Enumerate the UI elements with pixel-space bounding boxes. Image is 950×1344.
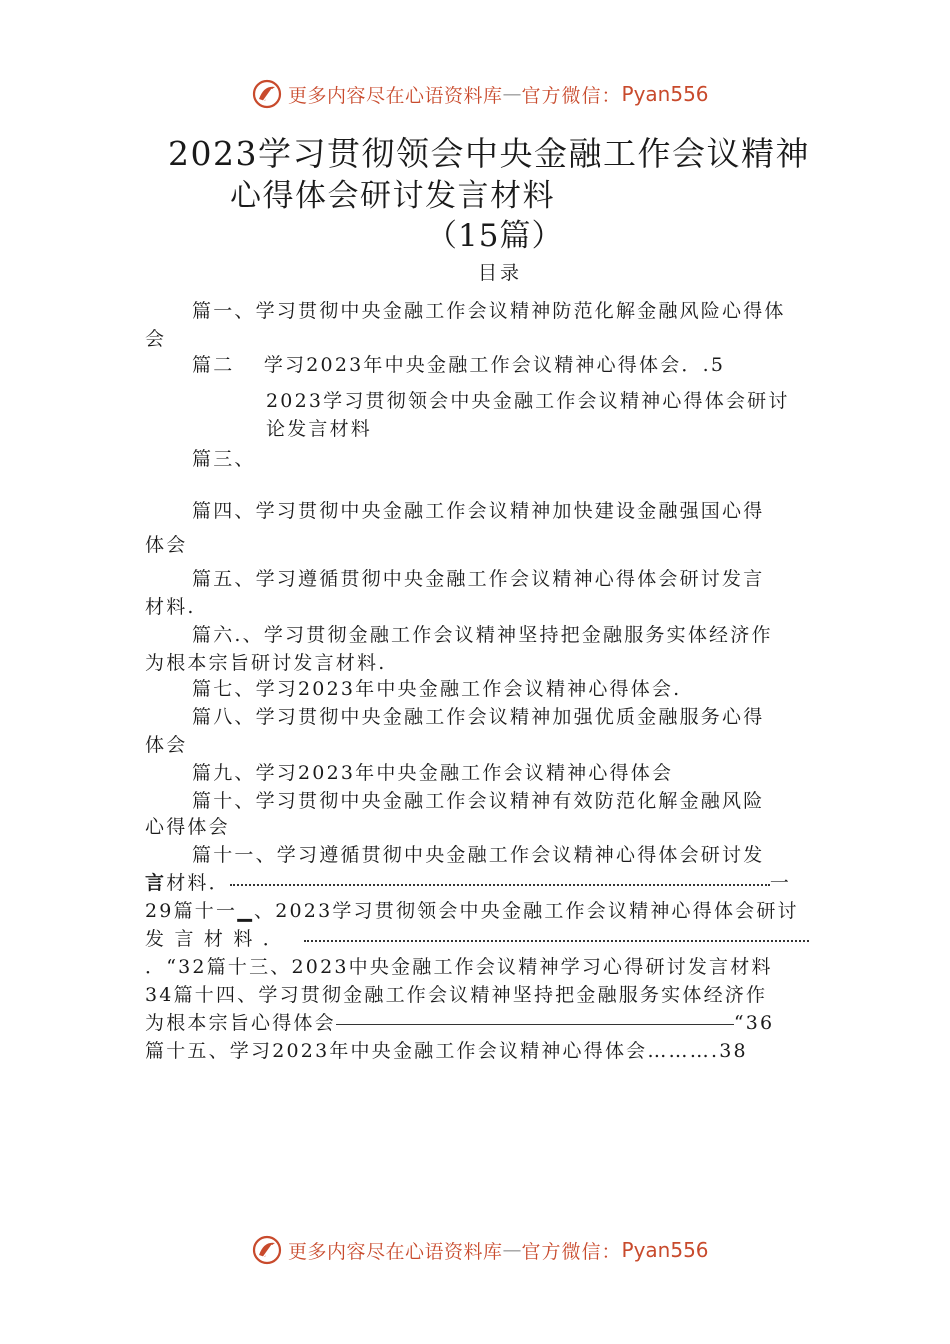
toc-text: 为根本宗旨心得体会 — [145, 1012, 336, 1034]
toc-line: 篇二 学习2023年中央金融工作会议精神心得体会．.5 — [192, 354, 726, 376]
watermark-wechat-label: 官方微信： — [521, 1240, 622, 1263]
watermark-wechat-label: 官方微信： — [521, 84, 622, 107]
toc-mark: ▁ — [237, 900, 254, 922]
toc-leader — [230, 883, 770, 886]
toc-line: 篇十、学习贯彻中央金融工作会议精神有效防范化解金融风险 — [192, 790, 765, 812]
watermark-wechat-id: Pyan556 — [621, 1238, 709, 1262]
toc-page: 一 — [769, 872, 792, 894]
toc-line: 为根本宗旨研讨发言材料. — [145, 652, 387, 674]
watermark-text: 更多内容尽在心语资料库 — [288, 1240, 503, 1263]
toc-line: 篇八、学习贯彻中央金融工作会议精神加强优质金融服务心得 — [192, 706, 765, 728]
toc-text: 材料． — [166, 872, 230, 894]
toc-line: 篇四、学习贯彻中央金融工作会议精神加快建设金融强国心得 — [192, 500, 765, 522]
toc-line: 34篇十四、学习贯彻金融工作会议精神坚持把金融服务实体经济作 — [145, 984, 768, 1006]
document-title-line2: 心得体会研讨发言材料 — [230, 178, 555, 214]
toc-line: ．“32篇十三、2023中央金融工作会议精神学习心得研讨发言材料 — [145, 956, 773, 978]
watermark-text: 更多内容尽在心语资料库 — [288, 84, 503, 107]
toc-page: 38 — [719, 1040, 748, 1062]
toc-text: 言 — [145, 872, 167, 894]
watermark-wechat-id: Pyan556 — [621, 82, 709, 106]
toc-line: 论发言材料 — [266, 418, 373, 440]
toc-line — [145, 896, 799, 923]
toc-line: 篇一、学习贯彻中央金融工作会议精神防范化解金融风险心得体 — [192, 300, 786, 322]
toc-line: 篇五、学习遵循贯彻中央金融工作会议精神心得体会研讨发言 — [192, 568, 765, 590]
toc-line — [145, 1008, 774, 1035]
watermark-header — [250, 76, 709, 112]
toc-heading: 目录 — [478, 262, 523, 284]
toc-page: “36 — [733, 1012, 775, 1034]
document-title-line1: 2023学习贯彻领会中央金融工作会议精神 — [168, 134, 810, 173]
watermark-separator: — — [502, 83, 522, 105]
toc-line: 材料. — [145, 596, 196, 618]
toc-line: 篇九、学习2023年中央金融工作会议精神心得体会 — [192, 762, 674, 784]
toc-line — [145, 868, 791, 895]
toc-line: 体会 — [145, 734, 188, 756]
library-logo-icon — [250, 77, 284, 111]
toc-line — [145, 924, 809, 951]
toc-text: 29篇十一 — [145, 900, 238, 922]
toc-line: 篇十一、学习遵循贯彻中央金融工作会议精神心得体会研讨发 — [192, 844, 765, 866]
toc-line — [145, 1036, 748, 1063]
toc-line: 篇六.、学习贯彻金融工作会议精神坚持把金融服务实体经济作 — [192, 624, 773, 646]
toc-line: 篇三、 — [192, 448, 256, 470]
toc-leader — [336, 1024, 734, 1025]
toc-line: 篇七、学习2023年中央金融工作会议精神心得体会. — [192, 678, 682, 700]
toc-text: 篇十五、学习2023年中央金融工作会议精神心得体会 — [145, 1040, 648, 1062]
toc-line: 心得体会 — [145, 816, 230, 838]
toc-leader: ………. — [647, 1040, 720, 1062]
toc-line: 2023学习贯彻领会中央金融工作会议精神心得体会研讨 — [266, 390, 790, 412]
watermark-separator: — — [502, 1239, 522, 1261]
toc-text: 发 言 材 料 ． — [145, 928, 284, 950]
library-logo-icon — [250, 1233, 284, 1267]
document-title-count: （15篇） — [426, 218, 564, 254]
toc-leader — [304, 939, 809, 942]
toc-text: 、2023学习贯彻领会中央金融工作会议精神心得体会研讨 — [254, 900, 799, 922]
toc-line: 体会 — [145, 534, 188, 556]
watermark-footer — [250, 1232, 709, 1268]
toc-line: 会 — [145, 328, 167, 350]
